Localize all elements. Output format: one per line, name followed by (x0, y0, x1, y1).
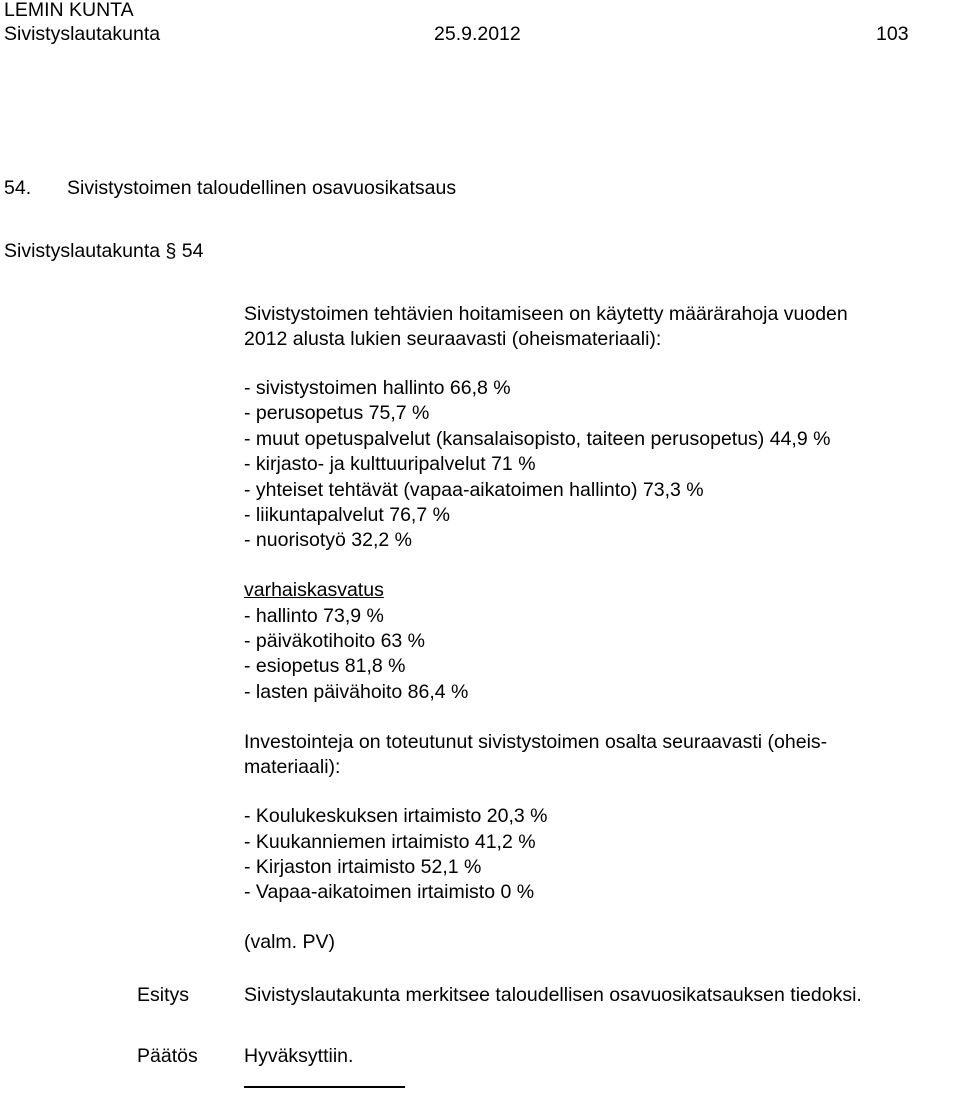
list-item: - yhteiset tehtävät (vapaa-aikatoimen hallinto) 73,3 % (244, 479, 704, 501)
header-org: LEMIN KUNTA (4, 0, 134, 21)
preparer-note: (valm. PV) (244, 931, 336, 953)
list-item: - muut opetuspalvelut (kansalaisopisto, taiteen perusopetus) 44,9 % (244, 428, 831, 450)
list-item: - Vapaa-aikatoimen irtaimisto 0 % (244, 881, 535, 903)
section-number: 54. (4, 177, 32, 199)
signature-rule (244, 1086, 405, 1088)
investments-line-2: materiaali): (244, 756, 341, 778)
list-item: - esiopetus 81,8 % (244, 655, 406, 677)
list-item: - hallinto 73,9 % (244, 605, 384, 627)
header-page-number: 103 (876, 23, 909, 45)
list-item: - nuorisotyö 32,2 % (244, 529, 413, 551)
list-item: - sivistystoimen hallinto 66,8 % (244, 377, 511, 399)
list-item: - päiväkotihoito 63 % (244, 630, 426, 652)
section-reference: Sivistyslautakunta § 54 (4, 240, 204, 262)
header-committee: Sivistyslautakunta (4, 23, 161, 45)
list-item: - lasten päivähoito 86,4 % (244, 681, 469, 703)
intro-line-1: Sivistystoimen tehtävien hoitamiseen on käytetty määrärahoja vuoden (244, 303, 848, 325)
investments-line-1: Investointeja on toteutunut sivistystoimen osalta seuraavasti (oheis- (244, 731, 828, 753)
list-item: - Koulukeskuksen irtaimisto 20,3 % (244, 805, 548, 827)
list-item: - kirjasto- ja kulttuuripalvelut 71 % (244, 453, 536, 475)
proposal-label: Esitys (137, 984, 190, 1006)
decision-label: Päätös (137, 1045, 198, 1067)
early-education-heading: varhaiskasvatus (244, 579, 384, 601)
list-item: - liikuntapalvelut 76,7 % (244, 504, 450, 526)
header-date: 25.9.2012 (434, 23, 521, 45)
section-title: Sivistystoimen taloudellinen osavuosikatsaus (67, 177, 457, 199)
list-item: - perusopetus 75,7 % (244, 402, 430, 424)
intro-line-2: 2012 alusta lukien seuraavasti (oheismateriaali): (244, 328, 662, 350)
list-item: - Kirjaston irtaimisto 52,1 % (244, 856, 482, 878)
list-item: - Kuukanniemen irtaimisto 41,2 % (244, 831, 536, 853)
decision-text: Hyväksyttiin. (244, 1045, 354, 1067)
proposal-text: Sivistyslautakunta merkitsee taloudellisen osavuosikatsauksen tiedoksi. (244, 984, 862, 1006)
